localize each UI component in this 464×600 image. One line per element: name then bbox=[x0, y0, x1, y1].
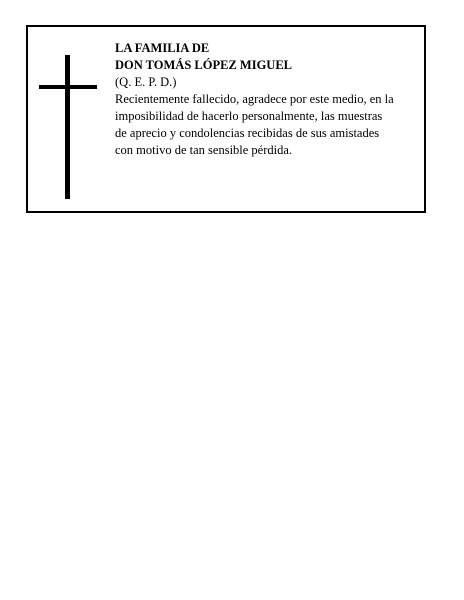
deceased-name: DON TOMÁS LÓPEZ MIGUEL bbox=[115, 58, 292, 72]
notice-text bbox=[115, 40, 427, 159]
message-line: con motivo de tan sensible pérdida. bbox=[115, 143, 293, 157]
family-heading: LA FAMILIA DE bbox=[115, 41, 210, 55]
message-line: de aprecio y condolencias recibidas de sus amistades bbox=[115, 126, 380, 140]
obituary-notice bbox=[26, 25, 426, 213]
message-line: Recientemente fallecido, agradece por este medio, en la bbox=[115, 92, 394, 106]
message-line: imposibilidad de hacerlo personalmente, las muestras bbox=[115, 109, 383, 123]
cross-vertical-bar bbox=[65, 55, 70, 199]
cross-horizontal-bar bbox=[39, 85, 97, 89]
cross-icon bbox=[39, 55, 97, 199]
rip-abbreviation: (Q. E. P. D.) bbox=[115, 75, 177, 89]
